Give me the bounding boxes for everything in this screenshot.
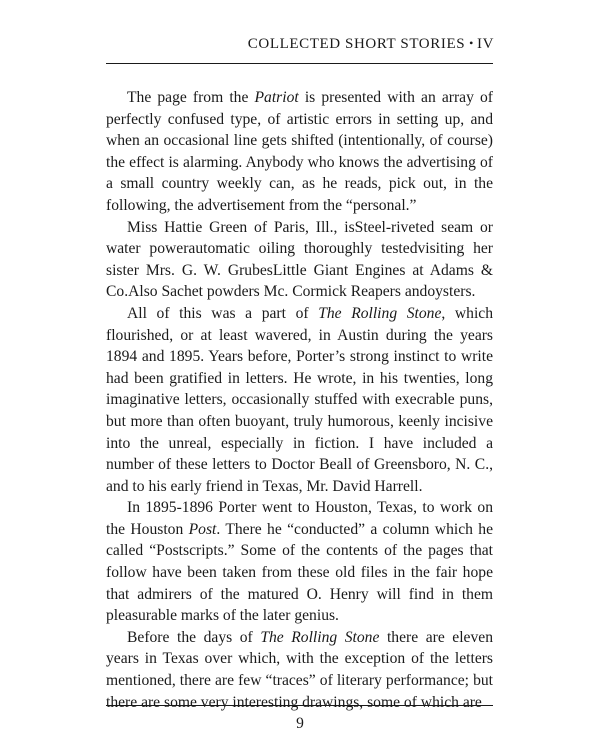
italic-title: Patriot bbox=[254, 89, 299, 106]
running-head bbox=[248, 36, 494, 53]
paragraph bbox=[106, 627, 493, 713]
paragraph bbox=[106, 303, 493, 497]
paragraph-text: The page from the bbox=[127, 89, 255, 106]
running-head-bullet: • bbox=[469, 36, 474, 50]
italic-title: Post bbox=[188, 520, 217, 538]
paragraph-text: Miss Hattie Green of Paris, Ill., isSteel-riveted seam or water powerautomatic oiling thoroughly testedvisiting her sister Mrs. G. W. GrubesLittle Giant Engines at Adams & Co.Also Sachet powders Mc. Cormick Reapers andoysters. bbox=[106, 218, 493, 301]
italic-title: The Rolling Stone bbox=[260, 628, 380, 646]
paragraph-text: there are eleven years in Texas over which, with the exception of the letters mentioned, there are few “traces” of literary performance; but there are some very interesting drawings, some of which are bbox=[106, 628, 493, 711]
paragraph-text: In 1895-1896 Porter went to Houston, Texas, to work on the Houston bbox=[106, 499, 493, 538]
paragraph bbox=[106, 87, 493, 217]
paragraph bbox=[106, 497, 493, 627]
paragraph-text: All of this was a part of bbox=[127, 304, 319, 322]
paragraph bbox=[106, 217, 493, 303]
paragraph-text: Before the days of bbox=[127, 628, 261, 646]
italic-title: The Rolling Stone bbox=[318, 304, 442, 322]
paragraph-text: , which flourished, or at least wavered, in Austin during the years 1894 and 1895. Years before, Porter’s strong instinct to write had been gratified in letters. He wrote, in his twenties, long imaginative letters, occasionally stuffed with execrable puns, but more than often buoyant, truly humorous, keenly incisive into the unreal, especially in fiction. I have included a number of these letters to Doctor Beall of Greensboro, N. C., and to his early friend in Texas, Mr. David Harrell. bbox=[106, 304, 494, 495]
paragraph-text: is presented with an array of perfectly confused type, of artistic errors in setting up, and when an occasional line gets shifted (intentionally, of course) the effect is alarming. Anybody who knows the advertising of a small country weekly can, as he reads, pick out, in the following, the advertisement from the “personal.” bbox=[106, 89, 494, 214]
paragraph-text: . There he “conducted” a column which he called “Postscripts.” Some of the contents of the pages that follow have been taken from these old files in the fair hope that admirers of the matured O. Henry will find in them pleasurable marks of the later genius. bbox=[106, 520, 493, 625]
footer-rule bbox=[106, 705, 493, 706]
running-head-volume: IV bbox=[476, 36, 494, 52]
page-number: 9 bbox=[296, 715, 304, 732]
body-text bbox=[106, 87, 493, 713]
running-head-title: COLLECTED SHORT STORIES bbox=[247, 36, 466, 52]
header-rule bbox=[106, 63, 493, 64]
